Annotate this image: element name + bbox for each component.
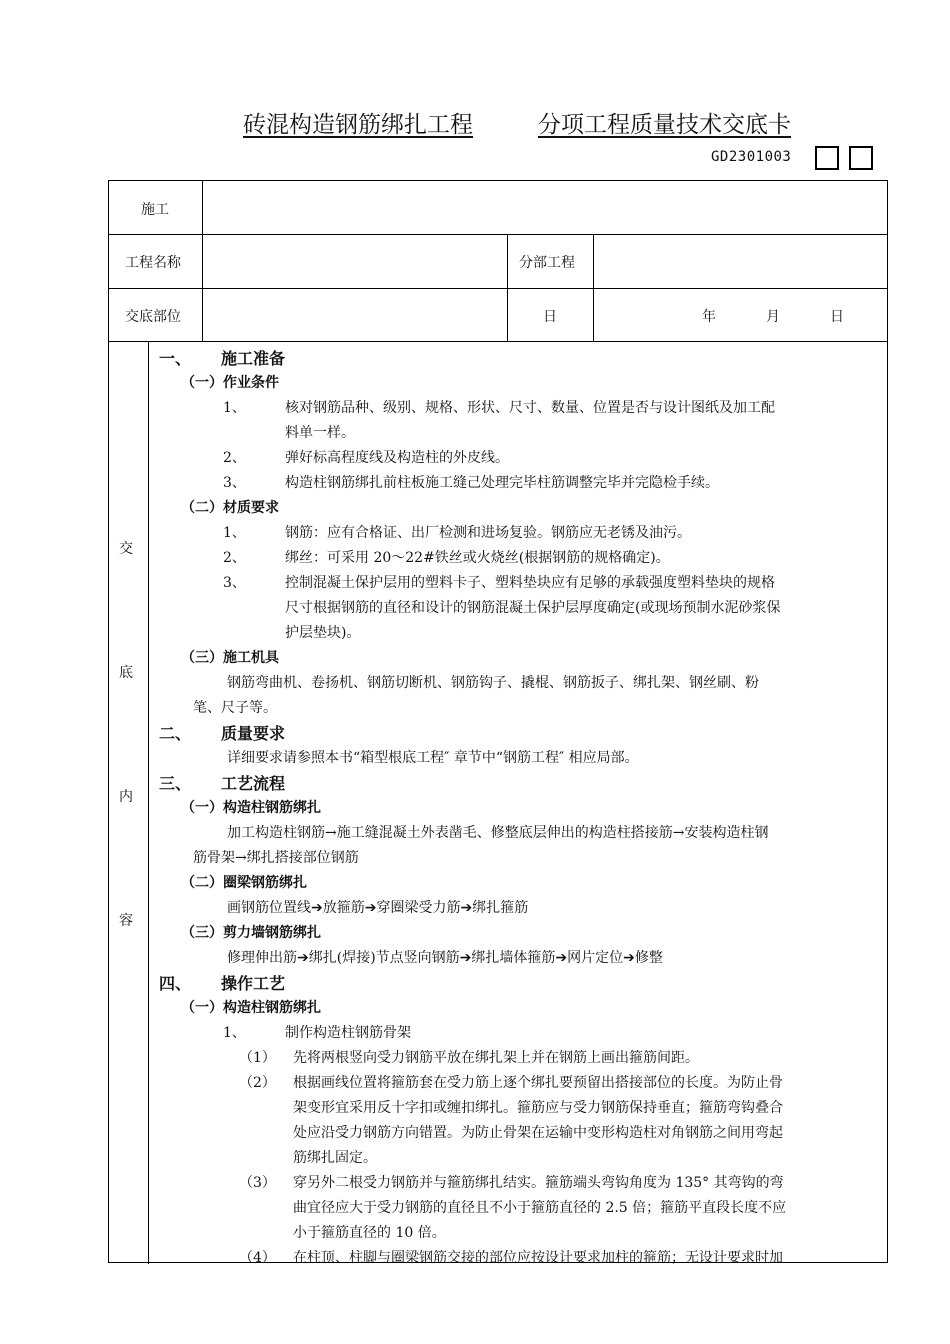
item-text: 制作构造柱钢筋骨架	[285, 1025, 411, 1041]
item-number: 1、	[223, 1025, 246, 1041]
subsection-heading: （一）作业条件	[181, 375, 279, 391]
item-number: 2、	[223, 550, 246, 566]
card-type-title: 分项工程质量技术交底卡	[538, 112, 791, 138]
item-text: 控制混凝土保护层用的塑料卡子、塑料垫块应有足够的承载强度塑料垫块的规格	[285, 575, 775, 591]
step-text: 穿另外二根受力钢筋并与箍筋绑扎结实。箍筋端头弯钩角度为 135° 其弯钩的弯	[293, 1175, 784, 1191]
subsection-heading: （一）构造柱钢筋绑扎	[181, 1000, 321, 1016]
section-number: 二、	[159, 724, 192, 743]
item-text: 核对钢筋品种、级别、规格、形状、尺寸、数量、位置是否与设计图纸及加工配	[285, 400, 775, 416]
section-number: 四、	[159, 974, 192, 993]
section-heading: 工艺流程	[221, 774, 286, 793]
content-label-char: 容	[119, 913, 133, 929]
paragraph-text: 笔、尺子等。	[193, 700, 277, 716]
handover-part-label: 交底部位	[125, 309, 181, 325]
step-text: 先将两根竖向受力钢筋平放在绑扎架上并在钢筋上画出箍筋间距。	[293, 1050, 699, 1066]
item-text: 尺寸根据钢筋的直径和设计的钢筋混凝土保护层厚度确定(或现场预制水泥砂浆保	[285, 600, 781, 616]
section-heading: 质量要求	[221, 724, 286, 743]
construction-label: 施工	[141, 202, 169, 218]
project-type-title: 砖混构造钢筋绑扎工程	[243, 112, 473, 138]
step-text: 在柱顶、柱脚与圈梁钢筋交接的部位应按设计要求加柱的箍筋；无设计要求时加	[293, 1250, 783, 1264]
step-number: （4）	[239, 1250, 276, 1264]
step-text: 根据画线位置将箍筋套在受力筋上逐个绑扎要预留出搭接部位的长度。为防止骨	[293, 1075, 783, 1091]
paragraph-text: 加工构造柱钢筋→施工缝混凝土外表凿毛、修整底层伸出的构造柱搭接筋→安装构造柱钢	[227, 825, 769, 841]
step-number: （3）	[239, 1175, 276, 1191]
subsection-heading: （二）材质要求	[181, 500, 279, 516]
item-number: 3、	[223, 575, 246, 591]
section-heading: 操作工艺	[221, 974, 286, 993]
content-label-char: 交	[119, 541, 133, 557]
subsection-heading: （一）构造柱钢筋绑扎	[181, 800, 321, 816]
sub-project-label: 分部工程	[519, 255, 575, 271]
subsection-heading: （二）圈梁钢筋绑扎	[181, 875, 307, 891]
row-divider	[109, 234, 887, 235]
item-text: 钢筋：应有合格证、出厂检测和进场复验。钢筋应无老锈及油污。	[285, 525, 691, 541]
document-title	[178, 106, 791, 139]
item-number: 1、	[223, 400, 246, 416]
step-text: 处应沿受力钢筋方向错置。为防止骨架在运输中变形构造柱对角钢筋之间用弯起	[293, 1125, 783, 1141]
step-number: （2）	[239, 1075, 276, 1091]
col-divider	[507, 234, 508, 341]
row-divider	[109, 288, 887, 289]
paragraph-text: 修理伸出筋➔绑扎(焊接)节点竖向钢筋➔绑扎墙体箍筋➔网片定位➔修整	[227, 950, 663, 966]
item-number: 1、	[223, 525, 246, 541]
step-text: 小于箍筋直径的 10 倍。	[293, 1225, 446, 1241]
section-number: 三、	[159, 774, 192, 793]
handover-content	[151, 341, 889, 1264]
subsection-heading: （三）剪力墙钢筋绑扎	[181, 925, 321, 941]
item-text: 弹好标高程度线及构造柱的外皮线。	[285, 450, 509, 466]
step-number: （1）	[239, 1050, 276, 1066]
handover-table	[108, 180, 888, 1263]
day-label: 日	[830, 309, 844, 325]
col-divider	[593, 234, 594, 341]
project-name-label: 工程名称	[125, 255, 181, 271]
paragraph-text: 钢筋弯曲机、卷扬机、钢筋切断机、钢筋钩子、撬棍、钢筋扳子、绑扎架、钢丝刷、粉	[227, 675, 759, 691]
step-text: 架变形宜采用反十字扣或缠扣绑扎。箍筋应与受力钢筋保持垂直；箍筋弯钩叠合	[293, 1100, 783, 1116]
col-divider	[148, 341, 149, 1264]
subsection-heading: （三）施工机具	[181, 650, 279, 666]
step-text: 曲宜径应大于受力钢筋的直径且不小于箍筋直径的 2.5 倍；箍筋平直段长度不应	[293, 1200, 787, 1216]
month-label: 月	[766, 309, 780, 325]
step-text: 筋绑扎固定。	[293, 1150, 377, 1166]
item-number: 2、	[223, 450, 246, 466]
section-number: 一、	[159, 349, 192, 368]
content-label-char: 内	[119, 789, 133, 805]
item-number: 3、	[223, 475, 246, 491]
item-text: 绑丝：可采用 20～22#铁丝或火烧丝(根据钢筋的规格确定)。	[285, 550, 670, 566]
content-label-char: 底	[119, 665, 133, 681]
paragraph-text: 详细要求请参照本书“箱型根底工程″ 章节中“钢筋工程″ 相应局部。	[227, 750, 639, 766]
paragraph-text: 筋骨架→绑扎搭接部位钢筋	[193, 850, 359, 866]
col-divider	[202, 181, 203, 341]
item-text: 护层垫块)。	[285, 625, 361, 641]
sub-project-field[interactable]	[599, 241, 883, 281]
item-text: 构造柱钢筋绑扎前柱板施工缝己处理完毕柱筋调整完毕并完隐检手续。	[285, 475, 719, 491]
item-text: 料单一样。	[285, 425, 355, 441]
section-heading: 施工准备	[221, 349, 286, 368]
year-label: 年	[702, 309, 716, 325]
date-label: 日	[543, 309, 557, 325]
document-code: GD2301003	[711, 149, 792, 165]
checkbox-2[interactable]	[849, 146, 873, 170]
checkbox-1[interactable]	[815, 146, 839, 170]
project-name-field[interactable]	[209, 241, 501, 281]
handover-part-field[interactable]	[209, 295, 501, 335]
paragraph-text: 画钢筋位置线➔放箍筋➔穿圈梁受力筋➔绑扎箍筋	[227, 900, 529, 916]
construction-field[interactable]	[209, 187, 885, 229]
